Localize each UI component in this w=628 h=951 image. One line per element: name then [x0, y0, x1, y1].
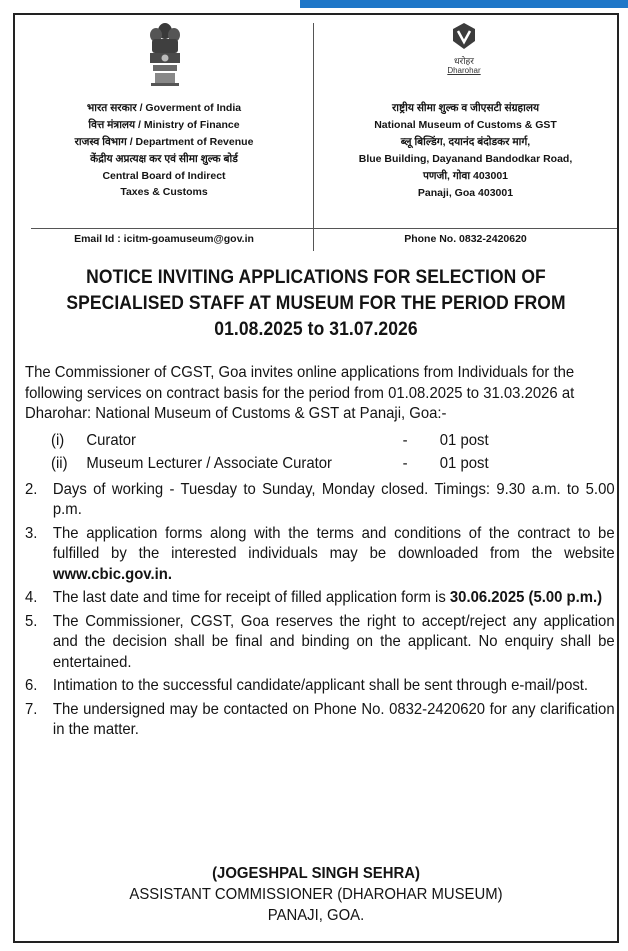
- post-number: (ii): [51, 454, 68, 472]
- signatory-name: (JOGESHPAL SINGH SEHRA): [212, 865, 420, 882]
- deadline: 30.06.2025 (5.00 p.m.): [449, 589, 603, 606]
- header-left: [15, 15, 313, 227]
- point-text-wrap: [53, 588, 615, 609]
- point-4: [25, 588, 615, 609]
- header-left-text: [15, 100, 313, 201]
- logo-name: Dharohar: [447, 65, 481, 75]
- notice-frame: [13, 13, 619, 943]
- address-hindi-line: ब्लू बिल्डिंग, दयानंद बंदोडकर मार्ग,: [400, 136, 531, 148]
- signatory-designation: ASSISTANT COMMISSIONER (DHAROHAR MUSEUM): [129, 886, 503, 903]
- ministry-line: वित्त मंत्रालय / Ministry of Finance: [88, 119, 240, 131]
- point-number: 6.: [25, 677, 38, 694]
- department-line: राजस्व विभाग / Department of Revenue: [74, 136, 254, 148]
- email-id: Email Id : icitm-goamuseum@gov.in: [74, 233, 254, 245]
- title-line-1: NOTICE INVITING APPLICATIONS FOR SELECTION OF: [86, 267, 546, 288]
- point-text: The Commissioner, CGST, Goa reserves the right to accept/reject any application and the decision shall be final and binding on the applicant. No enquiry shall be entertained.: [52, 612, 615, 671]
- point-text: The undersigned may be contacted on Phone No. 0832-2420620 for any clarification in the matter.: [52, 700, 615, 738]
- point-7: [25, 700, 615, 741]
- point-text: Intimation to the successful candidate/applicant shall be sent through e-mail/post.: [52, 677, 589, 694]
- point-number: 5.: [25, 612, 38, 630]
- logo-title: धरोहर: [453, 56, 474, 66]
- post-row: [51, 452, 615, 475]
- post-dash: -: [402, 454, 408, 472]
- point-number: 4.: [25, 589, 38, 606]
- website-link: www.cbic.gov.in.: [52, 565, 172, 583]
- point-3: [25, 524, 615, 586]
- post-name: Curator: [86, 431, 137, 449]
- phone-number: Phone No. 0832-2420620: [404, 233, 527, 245]
- signature-block: [36, 863, 596, 926]
- notice-body: [25, 363, 615, 744]
- point-5: [25, 612, 615, 674]
- dharohar-logo-icon: [449, 21, 479, 51]
- museum-line: National Museum of Customs & GST: [374, 119, 557, 131]
- title-line-3: 01.08.2025 to 31.07.2026: [214, 319, 418, 340]
- title-line-2: SPECIALISED STAFF AT MUSEUM FOR THE PERIOD FROM: [66, 293, 566, 314]
- notice-title: [39, 265, 593, 343]
- post-number: (i): [51, 431, 65, 449]
- ashoka-emblem-icon: [146, 21, 184, 91]
- point-text: The last date and time for receipt of filled application form is: [52, 589, 450, 606]
- point-number: 2.: [25, 480, 38, 498]
- point-6: [25, 676, 615, 697]
- point-text: The application forms along with the terms and conditions of the contract to be fulfilled by the interested individuals may be downloaded from the website: [52, 524, 615, 562]
- dharohar-logo: [434, 21, 494, 76]
- posts-list: [51, 429, 615, 475]
- board-line-2: Taxes & Customs: [120, 186, 208, 199]
- post-name: Museum Lecturer / Associate Curator: [86, 454, 333, 472]
- point-2: [25, 480, 615, 521]
- board-line-1: Central Board of Indirect: [102, 170, 226, 182]
- notice-header: [15, 15, 617, 253]
- header-divider-horizontal: [31, 228, 617, 229]
- top-accent-strip: [300, 0, 628, 8]
- museum-hindi-line: राष्ट्रीय सीमा शुल्क व जीएसटी संग्रहालय: [391, 102, 540, 114]
- city-line: Panaji, Goa 403001: [417, 187, 514, 199]
- address-line: Blue Building, Dayanand Bandodkar Road,: [358, 153, 573, 165]
- signatory-place: PANAJI, GOA.: [267, 907, 365, 924]
- post-dash: -: [402, 431, 408, 449]
- point-number: 3.: [25, 524, 38, 542]
- board-hindi-line: केंद्रीय अप्रत्यक्ष कर एवं सीमा शुल्क बोर्ड: [90, 153, 238, 165]
- header-right: [314, 15, 617, 227]
- intro-paragraph: The Commissioner of CGST, Goa invites online applications from Individuals for the following services on contract basis for the period from 01.08.2025 to 31.03.2026 at Dharohar: National Museum of Customs & GST at Panaji, Goa:-: [25, 364, 575, 422]
- post-count: 01 post: [439, 431, 489, 449]
- post-count: 01 post: [439, 454, 489, 472]
- point-text-wrap: [53, 524, 615, 586]
- point-text: Days of working - Tuesday to Sunday, Monday closed. Timings: 9.30 a.m. to 5.00 p.m.: [52, 480, 615, 518]
- point-number: 7.: [25, 700, 38, 718]
- city-hindi-line: पणजी, गोवा 403001: [422, 170, 509, 182]
- header-right-text: [314, 100, 617, 202]
- govt-line: भारत सरकार / Goverment of India: [86, 102, 242, 114]
- post-row: [51, 429, 615, 452]
